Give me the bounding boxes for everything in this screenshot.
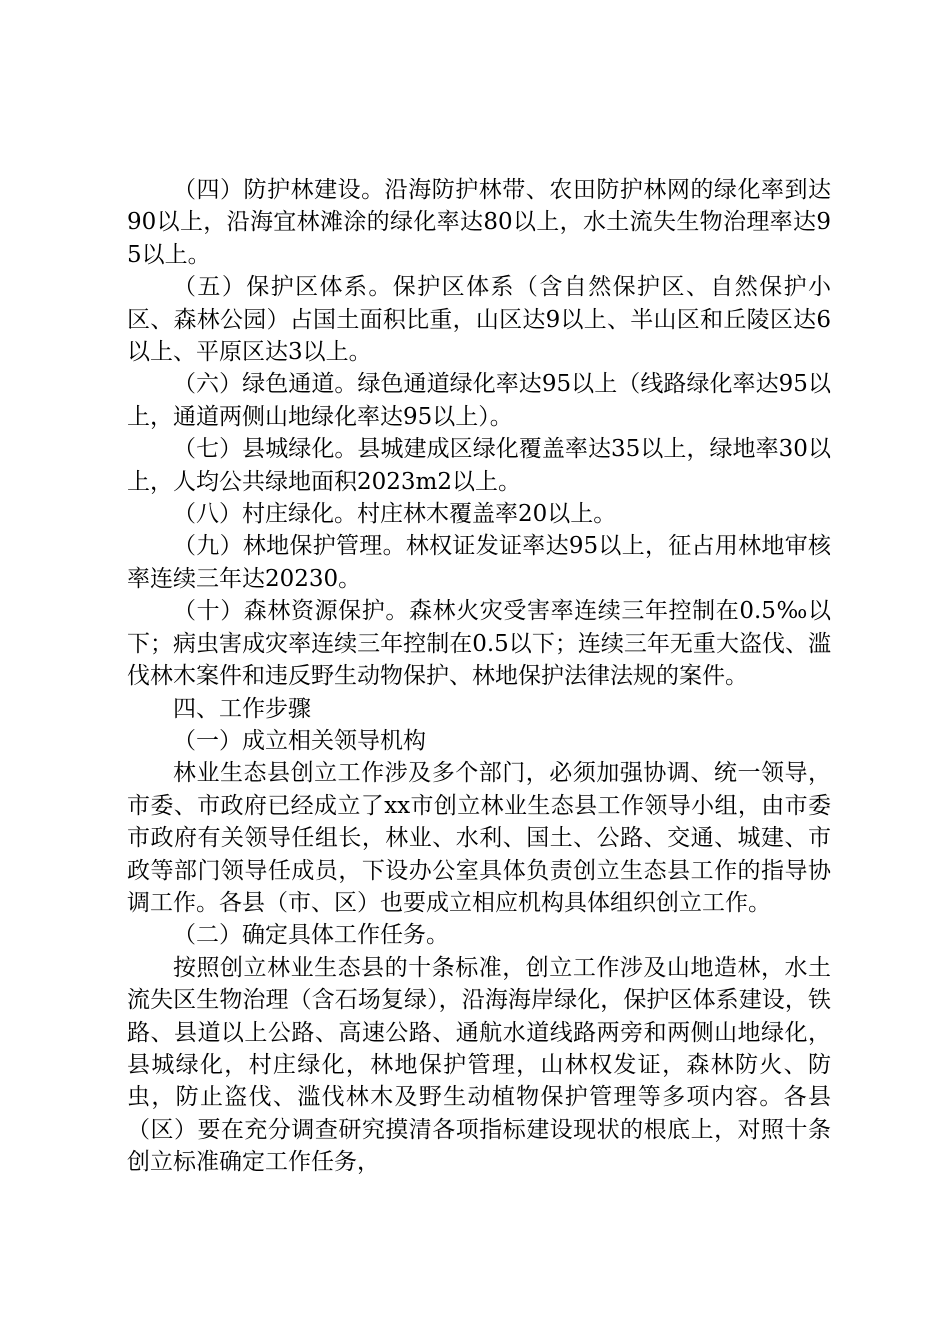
paragraph-county-greening: （七）县城绿化。县城建成区绿化覆盖率达35以上，绿地率30以上，人均公共绿地面积2023m2以上。 xyxy=(127,436,831,495)
paragraph-forest-resource-protection: （十）森林资源保护。森林火灾受害率连续三年控制在0.5‰以下；病虫害成灾率连续三年控制在0.5以下；连续三年无重大盗伐、滥伐林木案件和违反野生动物保护、林地保护法律法规的案件。 xyxy=(127,598,831,690)
paragraph-green-corridor: （六）绿色通道。绿色通道绿化率达95以上（线路绿化率达95以上，通道两侧山地绿化率达95以上）。 xyxy=(127,371,831,430)
subheading-leadership: （一）成立相关领导机构 xyxy=(173,727,426,754)
paragraph-leadership: 林业生态县创立工作涉及多个部门，必须加强协调、统一领导，市委、市政府已经成立了xx市创立林业生态县工作领导小组，由市委市政府有关领导任组长，林业、水利、国土、公路、交通、城建、市政等部门领导任成员，下设办公室具体负责创立生态县工作的指导协调工作。各县（市、区）也要成立相应机构具体组织创立工作。 xyxy=(127,760,831,916)
section-heading-work-steps: 四、工作步骤 xyxy=(173,695,311,722)
paragraph-tasks: 按照创立林业生态县的十条标准，创立工作涉及山地造林，水土流失区生物治理（含石场复绿），沿海海岸绿化，保护区体系建设，铁路、县道以上公路、高速公路、通航水道线路两旁和两侧山地绿化，县城绿化，村庄绿化，林地保护管理，山林权发证，森林防火、防虫，防止盗伐、滥伐林木及野生动植物保护管理等多项内容。各县（区）要在充分调查研究摸清各项指标建设现状的根底上，对照十条创立标准确定工作任务， xyxy=(127,954,831,1176)
paragraph-village-greening: （八）村庄绿化。村庄林木覆盖率20以上。 xyxy=(173,501,617,528)
paragraph-protected-areas: （五）保护区体系。保护区体系（含自然保护区、自然保护小区、森林公园）占国土面积比重，山区达9以上、半山区和丘陵区达6以上、平原区达3以上。 xyxy=(127,274,831,366)
paragraph-forestland-management: （九）林地保护管理。林权证发证率达95以上，征占用林地审核率连续三年达20230。 xyxy=(127,533,831,592)
subheading-tasks: （二）确定具体工作任务。 xyxy=(173,922,449,949)
paragraph-shelterbelt: （四）防护林建设。沿海防护林带、农田防护林网的绿化率到达90以上，沿海宜林滩涂的绿化率达80以上，水土流失生物治理率达95以上。 xyxy=(127,177,831,268)
document-body xyxy=(127,174,831,1179)
